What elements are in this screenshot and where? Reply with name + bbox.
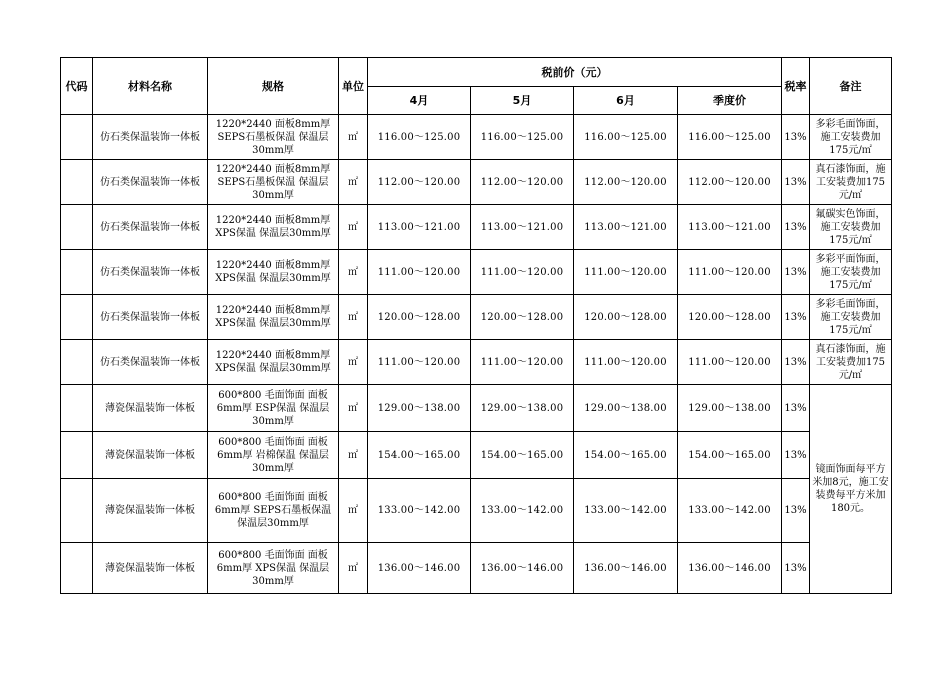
spec-cell: 600*800 毛面饰面 面板6mm厚 XPS保温 保温层30mm厚 <box>208 543 339 594</box>
header-price-group: 税前价（元） <box>368 58 782 87</box>
material-name-cell: 仿石类保温装饰一体板 <box>93 205 208 250</box>
unit-cell: ㎡ <box>339 295 368 340</box>
code-cell <box>61 479 93 543</box>
table-row <box>61 543 892 594</box>
header-month-4: 4月 <box>368 87 471 115</box>
spec-cell: 600*800 毛面饰面 面板6mm厚 岩棉保温 保温层30mm厚 <box>208 432 339 479</box>
tax-rate-cell: 13% <box>782 543 810 594</box>
tax-rate-cell: 13% <box>782 115 810 160</box>
price-april-cell: 133.00～142.00 <box>368 479 471 543</box>
tax-rate-cell: 13% <box>782 340 810 385</box>
price-quarter-cell: 111.00～120.00 <box>678 340 782 385</box>
price-quarter-cell: 111.00～120.00 <box>678 250 782 295</box>
price-may-cell: 154.00～165.00 <box>471 432 574 479</box>
note-cell: 多彩平面饰面，施工安装费加175元/㎡ <box>810 250 892 295</box>
price-may-cell: 111.00～120.00 <box>471 340 574 385</box>
header-quarter: 季度价 <box>678 87 782 115</box>
material-name-cell: 薄瓷保温装饰一体板 <box>93 432 208 479</box>
price-may-cell: 112.00～120.00 <box>471 160 574 205</box>
header-code: 代码 <box>61 58 93 115</box>
price-april-cell: 112.00～120.00 <box>368 160 471 205</box>
code-cell <box>61 160 93 205</box>
price-june-cell: 120.00～128.00 <box>574 295 678 340</box>
material-name-cell: 仿石类保温装饰一体板 <box>93 160 208 205</box>
price-april-cell: 129.00～138.00 <box>368 385 471 432</box>
table-row <box>61 340 892 385</box>
price-june-cell: 112.00～120.00 <box>574 160 678 205</box>
table-row <box>61 160 892 205</box>
tax-rate-cell: 13% <box>782 432 810 479</box>
price-quarter-cell: 116.00～125.00 <box>678 115 782 160</box>
code-cell <box>61 295 93 340</box>
unit-cell: ㎡ <box>339 340 368 385</box>
note-cell: 氟碳实色饰面，施工安装费加175元/㎡ <box>810 205 892 250</box>
price-may-cell: 116.00～125.00 <box>471 115 574 160</box>
table-row <box>61 115 892 160</box>
price-may-cell: 111.00～120.00 <box>471 250 574 295</box>
header-month-6: 6月 <box>574 87 678 115</box>
header-note: 备注 <box>810 58 892 115</box>
price-june-cell: 113.00～121.00 <box>574 205 678 250</box>
note-cell: 多彩毛面饰面，施工安装费加175元/㎡ <box>810 115 892 160</box>
header-month-5: 5月 <box>471 87 574 115</box>
spec-cell: 600*800 毛面饰面 面板6mm厚 ESP保温 保温层30mm厚 <box>208 385 339 432</box>
price-june-cell: 129.00～138.00 <box>574 385 678 432</box>
unit-cell: ㎡ <box>339 205 368 250</box>
unit-cell: ㎡ <box>339 543 368 594</box>
price-april-cell: 120.00～128.00 <box>368 295 471 340</box>
price-june-cell: 111.00～120.00 <box>574 250 678 295</box>
price-april-cell: 111.00～120.00 <box>368 340 471 385</box>
code-cell <box>61 115 93 160</box>
price-april-cell: 113.00～121.00 <box>368 205 471 250</box>
price-april-cell: 111.00～120.00 <box>368 250 471 295</box>
material-name-cell: 薄瓷保温装饰一体板 <box>93 543 208 594</box>
price-may-cell: 120.00～128.00 <box>471 295 574 340</box>
price-quarter-cell: 136.00～146.00 <box>678 543 782 594</box>
price-may-cell: 136.00～146.00 <box>471 543 574 594</box>
price-june-cell: 136.00～146.00 <box>574 543 678 594</box>
table-row <box>61 295 892 340</box>
spec-cell: 1220*2440 面板8mm厚SEPS石墨板保温 保温层30mm厚 <box>208 160 339 205</box>
code-cell <box>61 385 93 432</box>
unit-cell: ㎡ <box>339 250 368 295</box>
spec-cell: 1220*2440 面板8mm厚XPS保温 保温层30mm厚 <box>208 340 339 385</box>
price-quarter-cell: 154.00～165.00 <box>678 432 782 479</box>
spec-cell: 600*800 毛面饰面 面板6mm厚 SEPS石墨板保温 保温层30mm厚 <box>208 479 339 543</box>
spec-cell: 1220*2440 面板8mm厚XPS保温 保温层30mm厚 <box>208 295 339 340</box>
spec-cell: 1220*2440 面板8mm厚SEPS石墨板保温 保温层30mm厚 <box>208 115 339 160</box>
material-name-cell: 薄瓷保温装饰一体板 <box>93 479 208 543</box>
material-name-cell: 薄瓷保温装饰一体板 <box>93 385 208 432</box>
header-tax: 税率 <box>782 58 810 115</box>
price-may-cell: 113.00～121.00 <box>471 205 574 250</box>
code-cell <box>61 340 93 385</box>
price-quarter-cell: 129.00～138.00 <box>678 385 782 432</box>
price-quarter-cell: 112.00～120.00 <box>678 160 782 205</box>
unit-cell: ㎡ <box>339 432 368 479</box>
spec-cell: 1220*2440 面板8mm厚XPS保温 保温层30mm厚 <box>208 250 339 295</box>
price-april-cell: 136.00～146.00 <box>368 543 471 594</box>
unit-cell: ㎡ <box>339 160 368 205</box>
price-quarter-cell: 113.00～121.00 <box>678 205 782 250</box>
spec-cell: 1220*2440 面板8mm厚XPS保温 保温层30mm厚 <box>208 205 339 250</box>
material-name-cell: 仿石类保温装饰一体板 <box>93 115 208 160</box>
tax-rate-cell: 13% <box>782 385 810 432</box>
price-quarter-cell: 133.00～142.00 <box>678 479 782 543</box>
unit-cell: ㎡ <box>339 115 368 160</box>
code-cell <box>61 543 93 594</box>
price-table <box>60 57 892 594</box>
code-cell <box>61 205 93 250</box>
table-row <box>61 250 892 295</box>
note-cell: 真石漆饰面，施工安装费加175元/㎡ <box>810 340 892 385</box>
price-quarter-cell: 120.00～128.00 <box>678 295 782 340</box>
header-spec: 规格 <box>208 58 339 115</box>
tax-rate-cell: 13% <box>782 205 810 250</box>
price-june-cell: 133.00～142.00 <box>574 479 678 543</box>
price-june-cell: 116.00～125.00 <box>574 115 678 160</box>
tax-rate-cell: 13% <box>782 295 810 340</box>
table-row <box>61 432 892 479</box>
code-cell <box>61 432 93 479</box>
table-row <box>61 385 892 432</box>
price-may-cell: 133.00～142.00 <box>471 479 574 543</box>
material-name-cell: 仿石类保温装饰一体板 <box>93 340 208 385</box>
code-cell <box>61 250 93 295</box>
header-unit: 单位 <box>339 58 368 115</box>
material-name-cell: 仿石类保温装饰一体板 <box>93 250 208 295</box>
unit-cell: ㎡ <box>339 479 368 543</box>
price-april-cell: 154.00～165.00 <box>368 432 471 479</box>
tax-rate-cell: 13% <box>782 160 810 205</box>
price-april-cell: 116.00～125.00 <box>368 115 471 160</box>
table-row <box>61 205 892 250</box>
tax-rate-cell: 13% <box>782 250 810 295</box>
unit-cell: ㎡ <box>339 385 368 432</box>
price-june-cell: 154.00～165.00 <box>574 432 678 479</box>
note-cell: 多彩毛面饰面，施工安装费加175元/㎡ <box>810 295 892 340</box>
price-may-cell: 129.00～138.00 <box>471 385 574 432</box>
price-june-cell: 111.00～120.00 <box>574 340 678 385</box>
tax-rate-cell: 13% <box>782 479 810 543</box>
table-row <box>61 479 892 543</box>
note-cell: 真石漆饰面，施工安装费加175元/㎡ <box>810 160 892 205</box>
header-name: 材料名称 <box>93 58 208 115</box>
merged-note-cell: 镜面饰面每平方米加8元，施工安装费每平方米加180元。 <box>810 385 892 594</box>
material-name-cell: 仿石类保温装饰一体板 <box>93 295 208 340</box>
